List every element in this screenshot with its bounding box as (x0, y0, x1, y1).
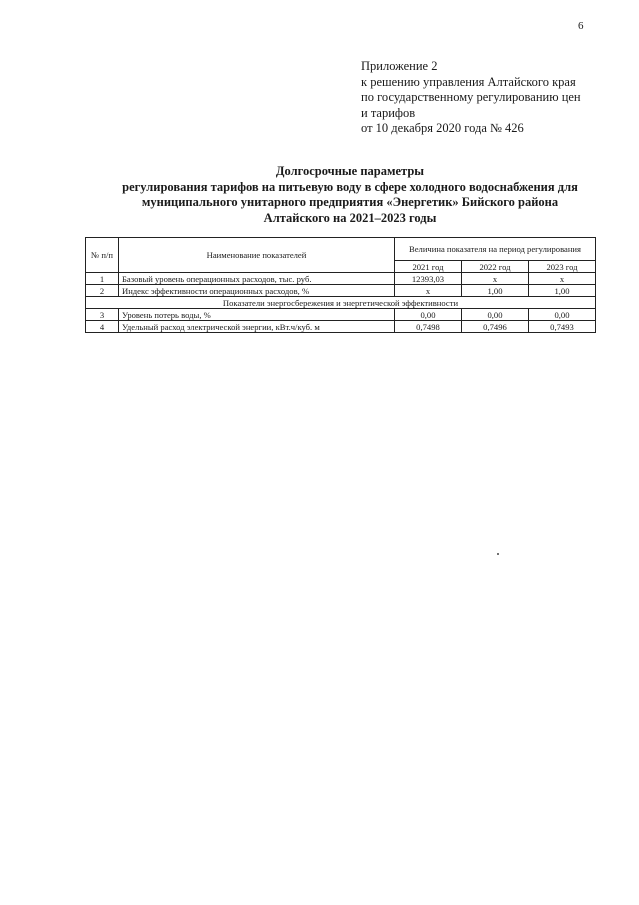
row-num: 3 (86, 309, 119, 321)
appendix-line: Приложение 2 (361, 59, 438, 73)
row-value: 0,00 (462, 309, 529, 321)
scan-speck (497, 553, 499, 555)
table-section-row (86, 297, 596, 309)
appendix-line: от 10 декабря 2020 года № 426 (361, 121, 524, 135)
row-name: Удельный расход электрической энергии, кВт.ч/куб. м (119, 321, 395, 333)
parameters-table (85, 237, 596, 333)
table-row (86, 321, 596, 333)
header-name: Наименование показателей (119, 238, 395, 273)
header-year: 2021 год (395, 261, 462, 273)
header-period: Величина показателя на период регулирования (395, 238, 596, 261)
row-value: 0,7493 (529, 321, 596, 333)
appendix-line: по государственному регулированию цен (361, 90, 581, 104)
table-row (86, 285, 596, 297)
row-value: 0,00 (395, 309, 462, 321)
header-year: 2022 год (462, 261, 529, 273)
row-value: 1,00 (529, 285, 596, 297)
row-num: 1 (86, 273, 119, 285)
title-line: Алтайского на 2021–2023 годы (263, 210, 437, 225)
section-title: Показатели энергосбережения и энергетической эффективности (86, 297, 596, 309)
title-line: регулирования тарифов на питьевую воду в сфере холодного водоснабжения для (122, 179, 578, 194)
appendix-line: и тарифов (361, 105, 416, 120)
row-value: х (395, 285, 462, 297)
row-value: 0,00 (529, 309, 596, 321)
row-name: Уровень потерь воды, % (119, 309, 395, 321)
row-value: 0,7496 (462, 321, 529, 333)
table-row (86, 273, 596, 285)
row-num: 2 (86, 285, 119, 297)
row-name: Базовый уровень операционных расходов, тыс. руб. (119, 273, 395, 285)
row-value: х (529, 273, 596, 285)
appendix-line: к решению управления Алтайского края (361, 74, 576, 89)
row-num: 4 (86, 321, 119, 333)
title-line: муниципального унитарного предприятия «Энергетик» Бийского района (141, 195, 559, 209)
page-number: 6 (578, 20, 584, 32)
appendix-block (361, 59, 581, 137)
header-num: № п/п (86, 238, 119, 273)
header-year: 2023 год (529, 261, 596, 273)
document-title (80, 164, 620, 226)
row-value: 1,00 (462, 285, 529, 297)
title-line: Долгосрочные параметры (275, 164, 425, 178)
table-header-row (86, 238, 596, 261)
row-name: Индекс эффективности операционных расходов, % (119, 285, 395, 297)
row-value: 12393,03 (395, 273, 462, 285)
row-value: х (462, 273, 529, 285)
table-row (86, 309, 596, 321)
row-value: 0,7498 (395, 321, 462, 333)
